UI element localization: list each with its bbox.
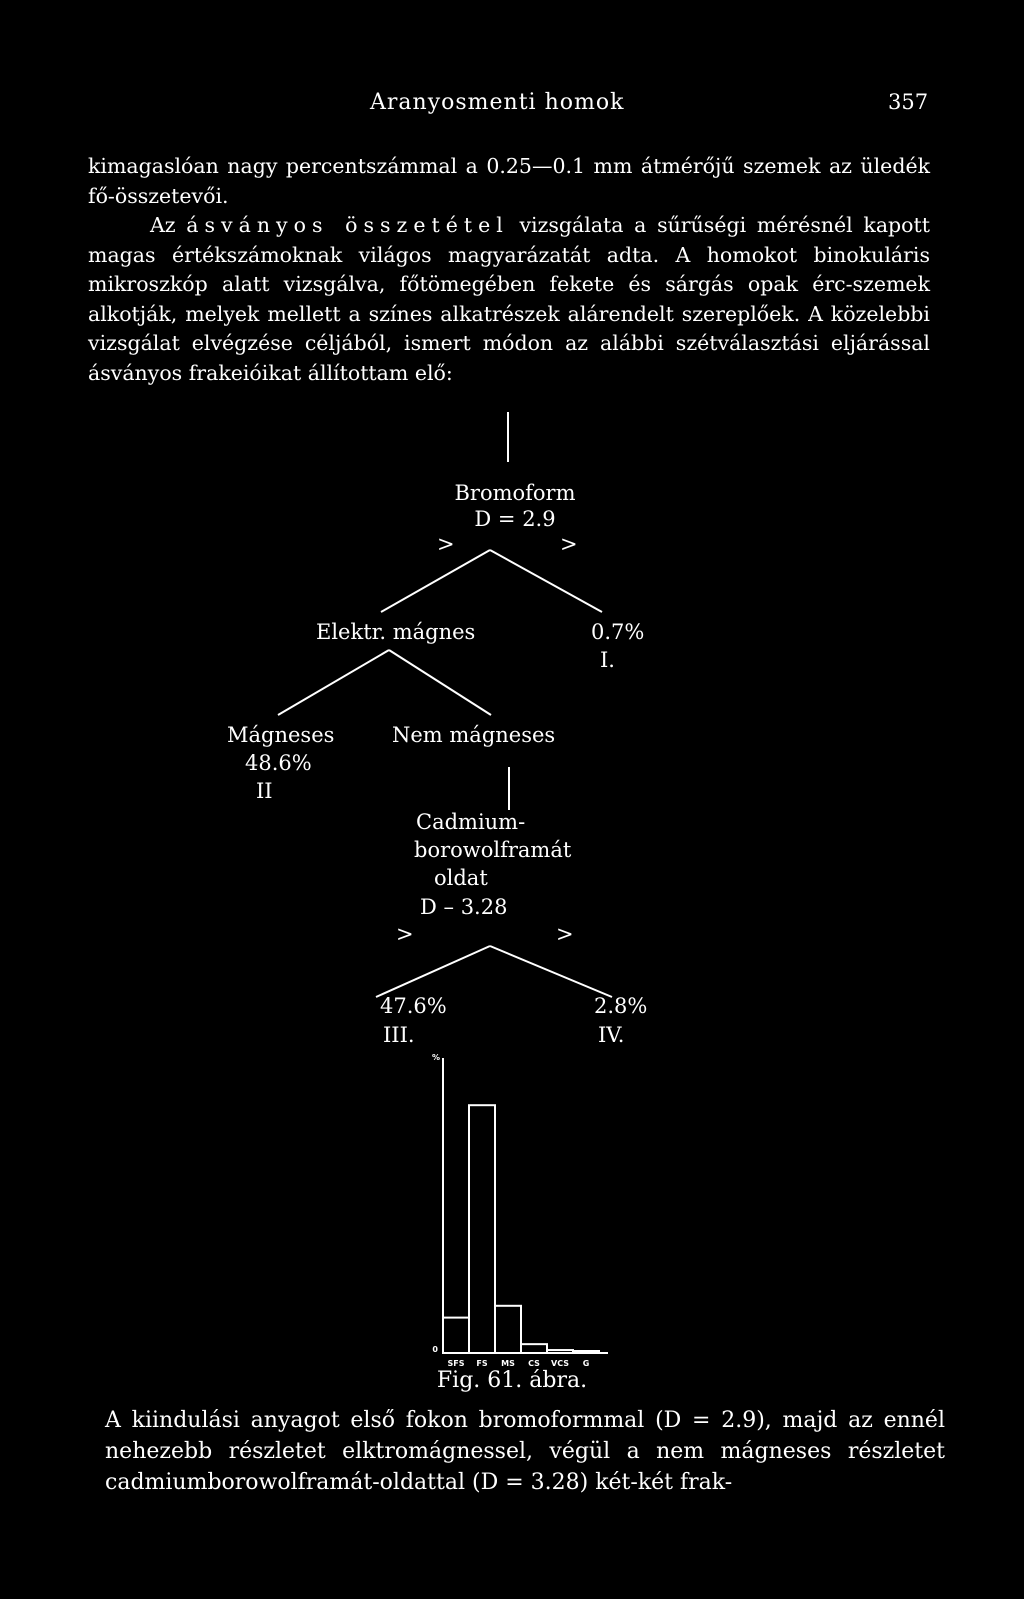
fraction-iii-label: III. bbox=[383, 1023, 415, 1047]
tick-label-ms: MS bbox=[501, 1359, 515, 1368]
fraction-iv-label: IV. bbox=[598, 1023, 625, 1047]
cadmium-right-arrow: > bbox=[556, 922, 574, 946]
branch-bromoform-left bbox=[381, 550, 490, 612]
para2-prefix: Az bbox=[150, 213, 176, 237]
bar-sfs bbox=[443, 1318, 469, 1353]
para2-spaced-term: ásványos összetétel bbox=[186, 213, 509, 237]
bottom-paragraph bbox=[105, 1405, 945, 1498]
origin-label: 0 bbox=[432, 1345, 438, 1354]
cadmium-line-2: borowolframát bbox=[414, 838, 572, 862]
running-title: Aranyosmenti homok bbox=[370, 90, 625, 115]
nem-magneses-label: Nem mágneses bbox=[392, 723, 556, 747]
fraction-iv-percent: 2.8% bbox=[594, 994, 648, 1018]
fraction-iii-percent: 47.6% bbox=[380, 994, 447, 1018]
bar-fs bbox=[469, 1105, 495, 1353]
fraction-i-label: I. bbox=[600, 648, 615, 672]
bar-g bbox=[573, 1351, 599, 1353]
elektr-magnes-label: Elektr. mágnes bbox=[316, 620, 476, 644]
branch-elektr-right bbox=[389, 650, 491, 715]
magneses-label: Mágneses bbox=[227, 723, 335, 747]
y-axis-label: % bbox=[431, 1053, 440, 1062]
bromoform-left-arrow: > bbox=[437, 532, 455, 556]
figure-caption: Fig. 61. ábra. bbox=[436, 1368, 588, 1393]
bar-cs bbox=[521, 1344, 547, 1353]
tick-label-cs: CS bbox=[528, 1359, 540, 1368]
tick-label-fs: FS bbox=[476, 1359, 488, 1368]
bottom-text: A kiindulási anyagot első fokon bromoformmal (D = 2.9), majd az ennél nehezebb részletet elktromágnessel, végül a nem mágneses részletet cadmiumborowolframát-oldattal (D = 3.28) két-két frak- bbox=[105, 1408, 945, 1495]
intro-line-1: kimagaslóan nagy percentszámmal a 0.25—0.1 mm átmérőjű szemek az üledék fő-összetevői. bbox=[88, 154, 930, 208]
fraction-ii-label: II bbox=[256, 779, 273, 803]
tick-label-g: G bbox=[582, 1359, 590, 1368]
bromoform-density: D = 2.9 bbox=[474, 507, 556, 531]
grain-size-histogram bbox=[432, 1053, 608, 1368]
bromoform-right-arrow: > bbox=[560, 532, 578, 556]
para2-rest: vizsgálata a sűrűségi mérésnél kapott magas értékszámoknak világos magyarázatát adta. A homokot binokuláris mikroszkóp alatt vizsgálva, főtömegében fekete és sárgás opak érc-szemek alkotják, melyek mellett a színes alkatrészek alárendelt szereplőek. A közelebbi vizsgálat elvégzése céljából, ismert módon az alábbi szétválasztási eljárással ásványos frakeióikat állítottam elő: bbox=[88, 213, 930, 385]
bar-vcs bbox=[547, 1350, 573, 1353]
cadmium-line-3: oldat bbox=[434, 866, 488, 890]
fraction-ii-percent: 48.6% bbox=[245, 751, 312, 775]
branch-bromoform-right bbox=[490, 550, 602, 612]
branch-cadmium-right bbox=[490, 946, 612, 997]
page-number: 357 bbox=[888, 90, 929, 114]
bar-ms bbox=[495, 1306, 521, 1353]
tick-label-vcs: VCS bbox=[551, 1359, 569, 1368]
branch-cadmium-left bbox=[376, 946, 490, 997]
branch-elektr-left bbox=[278, 650, 389, 715]
cadmium-left-arrow: > bbox=[396, 922, 414, 946]
fraction-i-percent: 0.7% bbox=[591, 620, 645, 644]
cadmium-density: D – 3.28 bbox=[420, 895, 508, 919]
tick-label-sfs: SFS bbox=[447, 1359, 465, 1368]
cadmium-line-1: Cadmium- bbox=[416, 810, 526, 834]
bromoform-label: Bromoform bbox=[454, 481, 576, 505]
